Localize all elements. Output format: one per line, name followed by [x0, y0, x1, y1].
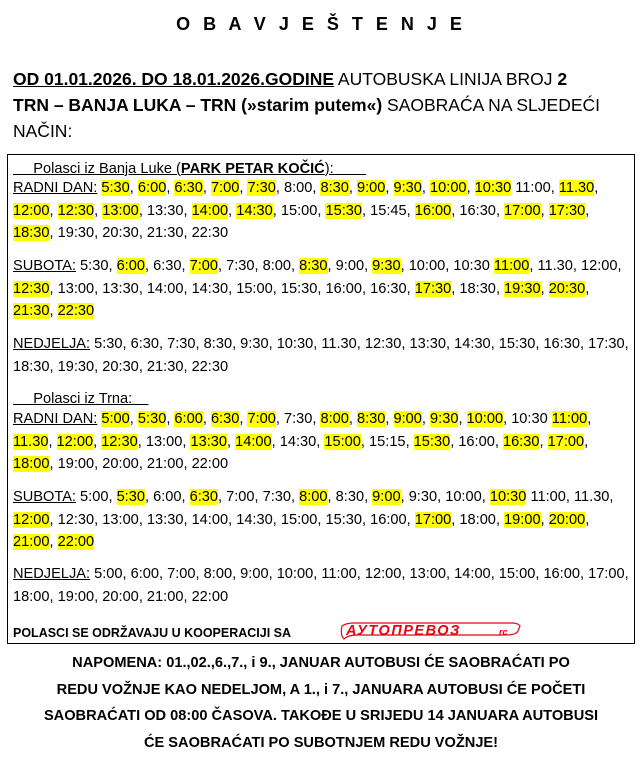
- departure-time: 10:30: [474, 180, 512, 196]
- departure-time: 9:00: [240, 566, 269, 582]
- departure-time: 6:30: [174, 180, 203, 196]
- departure-time: 15:00: [498, 566, 536, 582]
- departure-time: 8:00: [262, 258, 292, 274]
- departure-time: 12:00: [13, 202, 50, 219]
- notice-title: O B A V J E Š T E N J E: [176, 14, 466, 34]
- departure-time: 10:00: [430, 180, 467, 196]
- banja-luka-radni-dan: [13, 177, 631, 245]
- departure-time: 14:30: [279, 433, 317, 450]
- departure-time: 18:00: [459, 511, 496, 528]
- departure-time: 10:30: [276, 336, 314, 352]
- header-prefix: Polasci iz Banja Luke (: [13, 161, 181, 177]
- departure-time: 16:30: [459, 202, 496, 219]
- day-label: NEDJELJA:: [13, 336, 91, 352]
- departure-time: 15:30: [498, 336, 536, 352]
- departure-time: 11:00: [551, 411, 588, 427]
- autoprevoz-logo: [336, 621, 524, 641]
- departure-time: 19:00: [504, 511, 541, 528]
- times-list: 5:30, 6:00, 6:30, 7:00, 7:30, 8:00, 8:30, 9:00, 9:30, 10:00, 10:30 11:00, 11.30, 12:00, 12:30, 13:00, 13:30, 14:00, 14:30, 15:00, 15:30, 15:45, 16:00, 16:30, 17:00, 17:30, 18:30, 19:30, 20:30, 21:30, 22:30: [13, 180, 599, 241]
- departure-time: 8:30: [299, 258, 328, 274]
- departure-time: 19:30: [504, 280, 541, 297]
- departure-time: 11:00: [515, 180, 551, 196]
- departure-time: 16:00: [543, 566, 580, 582]
- departure-time: 11.30: [573, 489, 610, 505]
- departure-time: 14:00: [146, 280, 184, 297]
- departure-time: 7:00: [210, 180, 240, 196]
- departure-time: 17:30: [414, 280, 452, 297]
- departure-time: 5:30: [116, 489, 145, 505]
- departure-time: 19:00: [57, 588, 95, 605]
- departure-time: 7:00: [189, 258, 218, 274]
- intro-text-2: SAOBRAĆA NA SLJEDEĆI NAČIN:: [13, 95, 601, 141]
- departure-time: 10:00: [408, 258, 446, 274]
- departure-time: 5:30: [137, 411, 167, 427]
- trn-header: Polasci iz Trna:: [13, 391, 149, 407]
- departure-time: 8:00: [299, 489, 328, 505]
- departure-time: 12:30: [13, 280, 50, 297]
- day-label: SUBOTA:: [13, 258, 76, 274]
- departure-time: 15:00: [280, 511, 318, 528]
- departure-time: 18:00: [13, 588, 50, 605]
- departure-time: 12:30: [101, 433, 138, 450]
- departure-time: 8:00: [203, 566, 233, 582]
- departure-time: 12:00: [13, 511, 50, 528]
- departure-time: 11:00: [321, 566, 357, 582]
- departure-time: 16:00: [325, 280, 363, 297]
- departure-time: 10:30: [489, 489, 527, 505]
- departure-time: 22:00: [57, 534, 95, 550]
- departure-time: 20:30: [548, 280, 586, 297]
- departure-time: 22:30: [191, 225, 229, 241]
- departure-time: 19:30: [57, 358, 95, 375]
- cooperation-text: POLASCI SE ODRŽAVAJU U KOOPERACIJI SA: [13, 626, 292, 640]
- departure-time: 9:30: [408, 489, 438, 505]
- departure-time: 15:30: [325, 511, 363, 528]
- departure-time: 13:30: [190, 433, 227, 450]
- banja-luka-nedjelja: [13, 333, 631, 378]
- times-list: 5:00, 5:30, 6:00, 6:30, 7:00, 7:30, 8:00, 8:30, 9:00, 9:30, 10:00, 10:30 11:00, 11.30, 12:00, 12:30, 13:00, 13:30, 14:00, 14:30, 15:00, 15:15, 15:30, 16:00, 16:30, 17:00, 18:00, 19:00, 20:00, 21:00, 22:00: [13, 411, 592, 472]
- departure-time: 13:00: [409, 566, 447, 582]
- departure-time: 18:30: [13, 358, 50, 375]
- departure-time: 10:00: [276, 566, 314, 582]
- banja-luka-subota: [13, 255, 631, 323]
- departure-time: 16:30: [370, 280, 407, 297]
- times-list: 5:00, 5:30, 6:00, 6:30, 7:00, 7:30, 8:00, 8:30, 9:00, 9:30, 10:00, 10:30 11:00, 11.30, 12:00, 12:30, 13:00, 13:30, 14:00, 14:30, 15:00, 15:30, 16:00, 17:00, 18:00, 19:00, 20:00, 21:00, 22:00: [13, 489, 614, 550]
- banja-luka-header: [13, 160, 366, 178]
- departure-time: 7:00: [226, 489, 255, 505]
- departure-time: 11.30: [13, 433, 49, 450]
- departure-time: 9:00: [335, 258, 365, 274]
- day-label: SUBOTA:: [13, 489, 76, 505]
- departure-time: 16:30: [543, 336, 580, 352]
- departure-time: 21:00: [146, 588, 184, 605]
- departure-time: 8:30: [320, 180, 349, 196]
- departure-time: 8:30: [203, 336, 233, 352]
- line-number: 2: [557, 69, 568, 89]
- departure-time: 13:30: [409, 336, 447, 352]
- departure-time: 11:00: [530, 489, 566, 505]
- note-line: SAOBRAĆATI OD 08:00 ČASOVA. TAKOĐE U SRIJEDU 14 JANUARA AUTOBUSI: [43, 708, 599, 724]
- departure-time: 6:30: [189, 489, 218, 505]
- departure-time: 16:30: [502, 433, 540, 450]
- departure-time: 12:00: [56, 433, 94, 450]
- departure-time: 7:30: [247, 180, 276, 196]
- departure-time: 14:30: [191, 280, 229, 297]
- departure-time: 17:30: [588, 336, 625, 352]
- departure-time: 10:30: [453, 258, 490, 274]
- header-station: PARK PETAR KOČIĆ: [180, 161, 325, 177]
- departure-time: 8:30: [357, 411, 386, 427]
- departure-time: 22:00: [191, 588, 229, 605]
- departure-time: 16:00: [370, 511, 407, 528]
- note-line: ĆE SAOBRAĆATI PO SUBOTNJEM REDU VOŽNJE!: [143, 734, 499, 751]
- departure-time: 14:30: [454, 336, 491, 352]
- departure-time: 6:30: [153, 258, 182, 274]
- trn-radni-dan: [13, 408, 631, 476]
- note-line: NAPOMENA: 01.,02.,6.,7., i 9., JANUAR AUTOBUSI ĆE SAOBRAĆATI PO: [72, 655, 570, 671]
- date-range: OD 01.01.2026. DO 18.01.2026.GODINE: [13, 69, 335, 89]
- departure-time: 21:00: [13, 534, 50, 550]
- departure-time: 8:30: [335, 489, 365, 505]
- departure-time: 9:00: [372, 489, 401, 505]
- departure-time: 15:15: [369, 433, 406, 450]
- departure-time: 22:00: [191, 456, 229, 472]
- departure-time: 7:00: [247, 411, 276, 427]
- departure-time: 9:30: [372, 258, 401, 274]
- logo-suffix: rc: [499, 627, 508, 637]
- departure-time: 12:30: [57, 202, 95, 219]
- departure-time: 13:00: [102, 202, 139, 219]
- departure-time: 6:00: [153, 489, 182, 505]
- departure-time: 13:30: [102, 280, 139, 297]
- times-list: 5:00, 6:00, 7:00, 8:00, 9:00, 10:00, 11:00, 12:00, 13:00, 14:00, 15:00, 16:00, 17:00, 18:00, 19:00, 20:00, 21:00, 22:00: [13, 566, 629, 605]
- departure-time: 14:00: [235, 433, 272, 450]
- departure-time: 20:30: [102, 225, 139, 241]
- departure-time: 12:30: [57, 511, 95, 528]
- departure-time: 5:30: [94, 336, 123, 352]
- departure-time: 5:30: [101, 180, 130, 196]
- departure-time: 9:00: [393, 411, 422, 427]
- times-list: 5:30, 6:00, 6:30, 7:00, 7:30, 8:00, 8:30, 9:00, 9:30, 10:00, 10:30 11:00, 11.30, 12:00, 12:30, 13:00, 13:30, 14:00, 14:30, 15:00, 15:30, 16:00, 16:30, 17:30, 18:30, 19:30, 20:30, 21:30, 22:30: [13, 258, 622, 319]
- departure-time: 11.30: [321, 336, 357, 352]
- day-label: RADNI DAN:: [13, 411, 98, 427]
- departure-time: 8:00: [320, 411, 349, 427]
- departure-time: 20:00: [102, 588, 139, 605]
- header-suffix: ):: [324, 161, 367, 177]
- departure-time: 9:30: [393, 180, 422, 196]
- departure-time: 19:30: [57, 225, 95, 241]
- departure-time: 21:00: [146, 456, 184, 472]
- departure-time: 15:45: [370, 202, 407, 219]
- departure-time: 16:00: [414, 202, 452, 219]
- departure-time: 14:00: [191, 511, 229, 528]
- departure-time: 21:30: [13, 303, 50, 319]
- note-line: REDU VOŽNJE KAO NEDELJOM, A 1., i 7., JANUARA AUTOBUSI ĆE POČETI: [56, 681, 586, 698]
- departure-time: 22:30: [191, 358, 229, 375]
- departure-time: 13:30: [146, 202, 184, 219]
- departure-time: 8:00: [283, 180, 313, 196]
- departure-time: 6:00: [137, 180, 167, 196]
- departure-time: 5:30: [80, 258, 109, 274]
- departure-time: 12:00: [364, 566, 402, 582]
- trn-subota: [13, 486, 631, 554]
- departure-time: 20:00: [102, 456, 139, 472]
- note-paragraph: [0, 650, 642, 756]
- departure-time: 18:30: [13, 225, 50, 241]
- departure-time: 6:30: [210, 411, 240, 427]
- departure-time: 17:00: [547, 433, 585, 450]
- departure-time: 9:30: [240, 336, 269, 352]
- departure-time: 6:30: [130, 336, 160, 352]
- departure-time: 5:00: [80, 489, 109, 505]
- departure-time: 15:00: [236, 280, 273, 297]
- departure-time: 7:30: [262, 489, 292, 505]
- departure-time: 6:00: [130, 566, 160, 582]
- departure-time: 9:00: [357, 180, 386, 196]
- departure-time: 15:00: [324, 433, 361, 450]
- departure-time: 12:00: [581, 258, 618, 274]
- departure-time: 13:00: [145, 433, 183, 450]
- departure-time: 6:00: [174, 411, 203, 427]
- departure-time: 13:30: [146, 511, 184, 528]
- departure-time: 13:00: [102, 511, 139, 528]
- departure-time: 5:00: [94, 566, 123, 582]
- departure-time: 17:00: [588, 566, 625, 582]
- departure-time: 11:00: [493, 258, 530, 274]
- departure-time: 12:30: [364, 336, 402, 352]
- logo-text: АУТОПРЕВОЗ: [346, 623, 461, 639]
- departure-time: 18:00: [13, 456, 50, 472]
- departure-time: 19:00: [57, 456, 95, 472]
- intro-text-1: AUTOBUSKA LINIJA BROJ: [334, 69, 558, 89]
- departure-time: 17:00: [414, 511, 452, 528]
- departure-time: 14:30: [236, 511, 273, 528]
- departure-time: 15:00: [280, 202, 318, 219]
- departure-time: 7:30: [226, 258, 255, 274]
- departure-time: 5:00: [101, 411, 130, 427]
- departure-time: 15:30: [413, 433, 451, 450]
- departure-time: 10:00: [445, 489, 482, 505]
- departure-time: 17:30: [548, 202, 586, 219]
- departure-time: 21:30: [146, 358, 184, 375]
- departure-time: 18:30: [459, 280, 496, 297]
- route-name: TRN – BANJA LUKA – TRN (»starim putem«): [13, 95, 383, 115]
- departure-time: 7:30: [167, 336, 196, 352]
- times-list: 5:30, 6:30, 7:30, 8:30, 9:30, 10:30, 11.30, 12:30, 13:30, 14:30, 15:30, 16:30, 17:30, 18:30, 19:30, 20:30, 21:30, 22:30: [13, 336, 629, 375]
- departure-time: 13:00: [57, 280, 95, 297]
- departure-time: 16:00: [458, 433, 495, 450]
- day-label: RADNI DAN:: [13, 180, 98, 196]
- departure-time: 14:00: [191, 202, 229, 219]
- departure-time: 20:30: [102, 358, 139, 375]
- departure-time: 6:00: [116, 258, 145, 274]
- departure-time: 15:30: [280, 280, 318, 297]
- departure-time: 14:30: [236, 202, 273, 219]
- departure-time: 9:30: [430, 411, 459, 427]
- departure-time: 20:00: [548, 511, 586, 528]
- departure-time: 15:30: [325, 202, 363, 219]
- departure-time: 7:00: [167, 566, 196, 582]
- day-label: NEDJELJA:: [13, 566, 91, 582]
- departure-time: 7:30: [283, 411, 313, 427]
- departure-time: 17:00: [504, 202, 541, 219]
- intro-paragraph: [13, 66, 633, 144]
- departure-time: 22:30: [57, 303, 95, 319]
- departure-time: 10:00: [466, 411, 504, 427]
- departure-time: 21:30: [146, 225, 184, 241]
- departure-time: 11.30: [537, 258, 573, 274]
- departure-time: 11.30: [558, 180, 595, 196]
- departure-time: 14:00: [454, 566, 491, 582]
- trn-nedjelja: [13, 563, 631, 608]
- departure-time: 10:30: [511, 411, 548, 427]
